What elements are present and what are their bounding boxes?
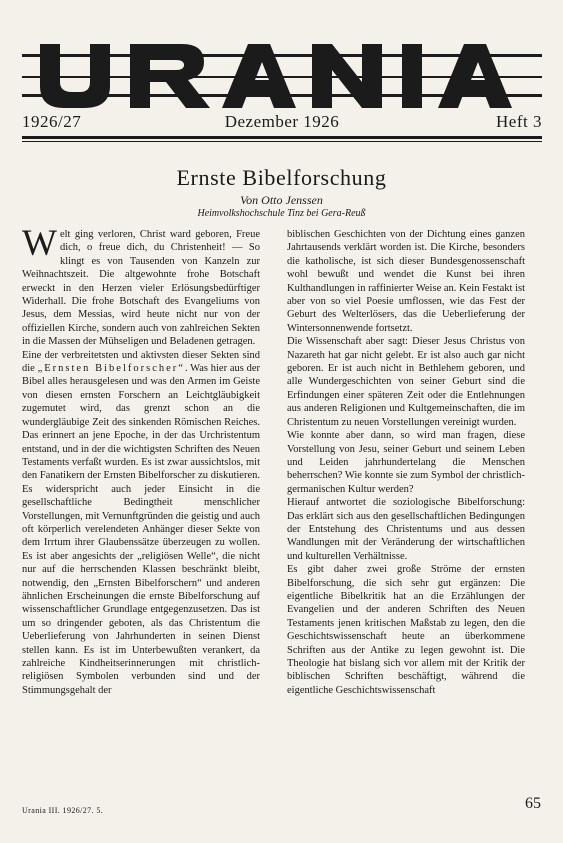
- paragraph: Hierauf antwortet die soziologische Bibelforschung: Das erklärt sich aus den gesellschaftlichen Bedingungen der Entstehung des Christentums und aus dessen Wandlungen mit der Veränderung der wirtschaftlichen und kulturellen Verhältnisse.: [287, 497, 525, 562]
- heft-number: Heft 3: [496, 112, 542, 131]
- page-number: 65: [525, 795, 541, 812]
- drop-cap: W: [22, 223, 57, 264]
- header-rule-thin: [22, 141, 542, 142]
- paragraph: Es gibt daher zwei große Ströme der ernsten Bibelforschung, die sich sehr gut ergänzen: Die eigentliche Bibelkritik hat an die Erzählungen der Evangelien und der anderen Schriften des Neuen Testaments jenen kritischen Maßstab zu legen, den die Geschichtswissenschaft heute an überkommene Schriften aus der Antike zu legen gewohnt ist. Die Theologie hat bislang sich vor allem mit der Kritik der biblischen Schriften beschäftigt, während die eigentliche Geschichtswissenschaft: [287, 564, 525, 696]
- paragraph: [22, 349, 260, 698]
- article-author: Von Otto Jenssen: [240, 193, 323, 207]
- paragraph: Die Wissenschaft aber sagt: Dieser Jesus Christus von Nazareth hat gar nicht gelebt. Er ist also auch gar nicht geboren. Er ist auch nicht in Bethlehem geboren, und alle Wundergeschichten von seiner Geburt sind die Erfindungen einer späteren Zeit oder die Entlehnungen aus anderen Religionen und Kultgemeinschaften, die im Christentum zu neuen Vorstellungen vereinigt wurden.: [287, 336, 525, 428]
- issue-line: [22, 112, 542, 138]
- issue-date: Dezember 1926: [224, 112, 340, 131]
- header-rule-thick: [22, 136, 542, 139]
- masthead-logo: [22, 36, 542, 116]
- column-left: [22, 223, 261, 697]
- paragraph-text: Eine der verbreitetsten und aktivsten dieser Sekten sind die: [22, 349, 260, 375]
- column-right: [287, 228, 525, 697]
- paragraph-text: . Was hier aus der Bibel alles herausgelesen und was den Armen im Geiste von diesen ernsten Forschern an Leichtgläubigkeit zugemutet wird, das grenzt schon an die wundergläubige Zeit des sinkenden Römischen Reiches. Das erinnert an jene Epoche, in der das Urchristentum entstand, und in der die wichtigsten Schriften des Neuen Testaments verfaßt wurden. Es ist zwar aussichtslos, mit den Fanatikern der Ernsten Bibelforscher zu diskutieren. Es widerspricht auch jeder Einsicht in die gesellschaftliche Bedingtheit menschlicher Vorstellungen, mit Vernunftgründen die geistig und auch oft körperlich verelendeten Anhänger dieser Sekte von dem Irrtum ihrer Glaubenssätze überzeugen zu wollen. Es ist aber angesichts der „religiösen Welle“, die nicht nur auf die herrschenden Klassen beschränkt bleibt, notwendig, den „Ernsten Bibelforschern“ und anderen ähnlichen Erscheinungen die ernste Bibelforschung auf wissenschaftlicher Grundlage entgegenzusetzen. Das ist um so dringender geboten, als das Christentum die Ueberlieferung von Jahrhunderten in seinen Dienst stellen kann. Es ist im Unterbewußten verankert, da zahlreiche Kindheitserinnerungen mit christlich-religiösen Symbolen verbunden sind und der Stimmungsgehalt der: [22, 363, 261, 696]
- paragraph: [22, 223, 260, 349]
- article-title: Ernste Bibelforschung: [176, 165, 387, 190]
- urania-logo-graphic: [22, 36, 542, 116]
- paragraph: biblischen Geschichten von der Dichtung eines ganzen Jahrtausends verklärt worden ist. Die Kirche, besonders die katholische, ist sich dieser Bundesgenossenschaft wohl bewußt und wendet die Kunst bei ihren Kulthandlungen in raffinierter Weise an. Kein Festakt ist aber von so viel Poesie umflossen, wie das Fest der Geburt des Welterlösers, das die Ueberlieferung der Wintersonnenwende fortsetzt.: [287, 229, 525, 334]
- paragraph-text: elt ging verloren, Christ ward geboren, Freue dich, o freue dich, du Christenheit! — So klingt es von Tausenden von Kanzeln zur Weihnachtszeit. Die altgewohnte frohe Botschaft erweckt in den Herzen vieler Erlösungsbedürftiger Widerhall. Die frohe Botschaft des Evangeliums von Jesus, dem Messias, wird heute nicht nur von der offiziellen Kirche, sondern auch von zahlreichen Sekten in die Massen der Mühseligen und Beladenen getragen.: [22, 229, 260, 348]
- paragraph: Wie konnte aber dann, so wird man fragen, diese Vorstellung von Jesu, seiner Geburt und seinem Leben und Leiden jahrhundertelang die Menschen beherrschen? Wie konnte sie zum Symbol der christlich-germanischen Kultur werden?: [287, 430, 525, 495]
- emphasized-text: „Ernsten Bibelforscher“: [37, 363, 185, 375]
- volume-label: 1926/27: [22, 112, 82, 131]
- footer-imprint: Urania III. 1926/27. 5.: [22, 806, 104, 815]
- article-affiliation: Heimvolkshochschule Tinz bei Gera-Reuß: [197, 208, 366, 219]
